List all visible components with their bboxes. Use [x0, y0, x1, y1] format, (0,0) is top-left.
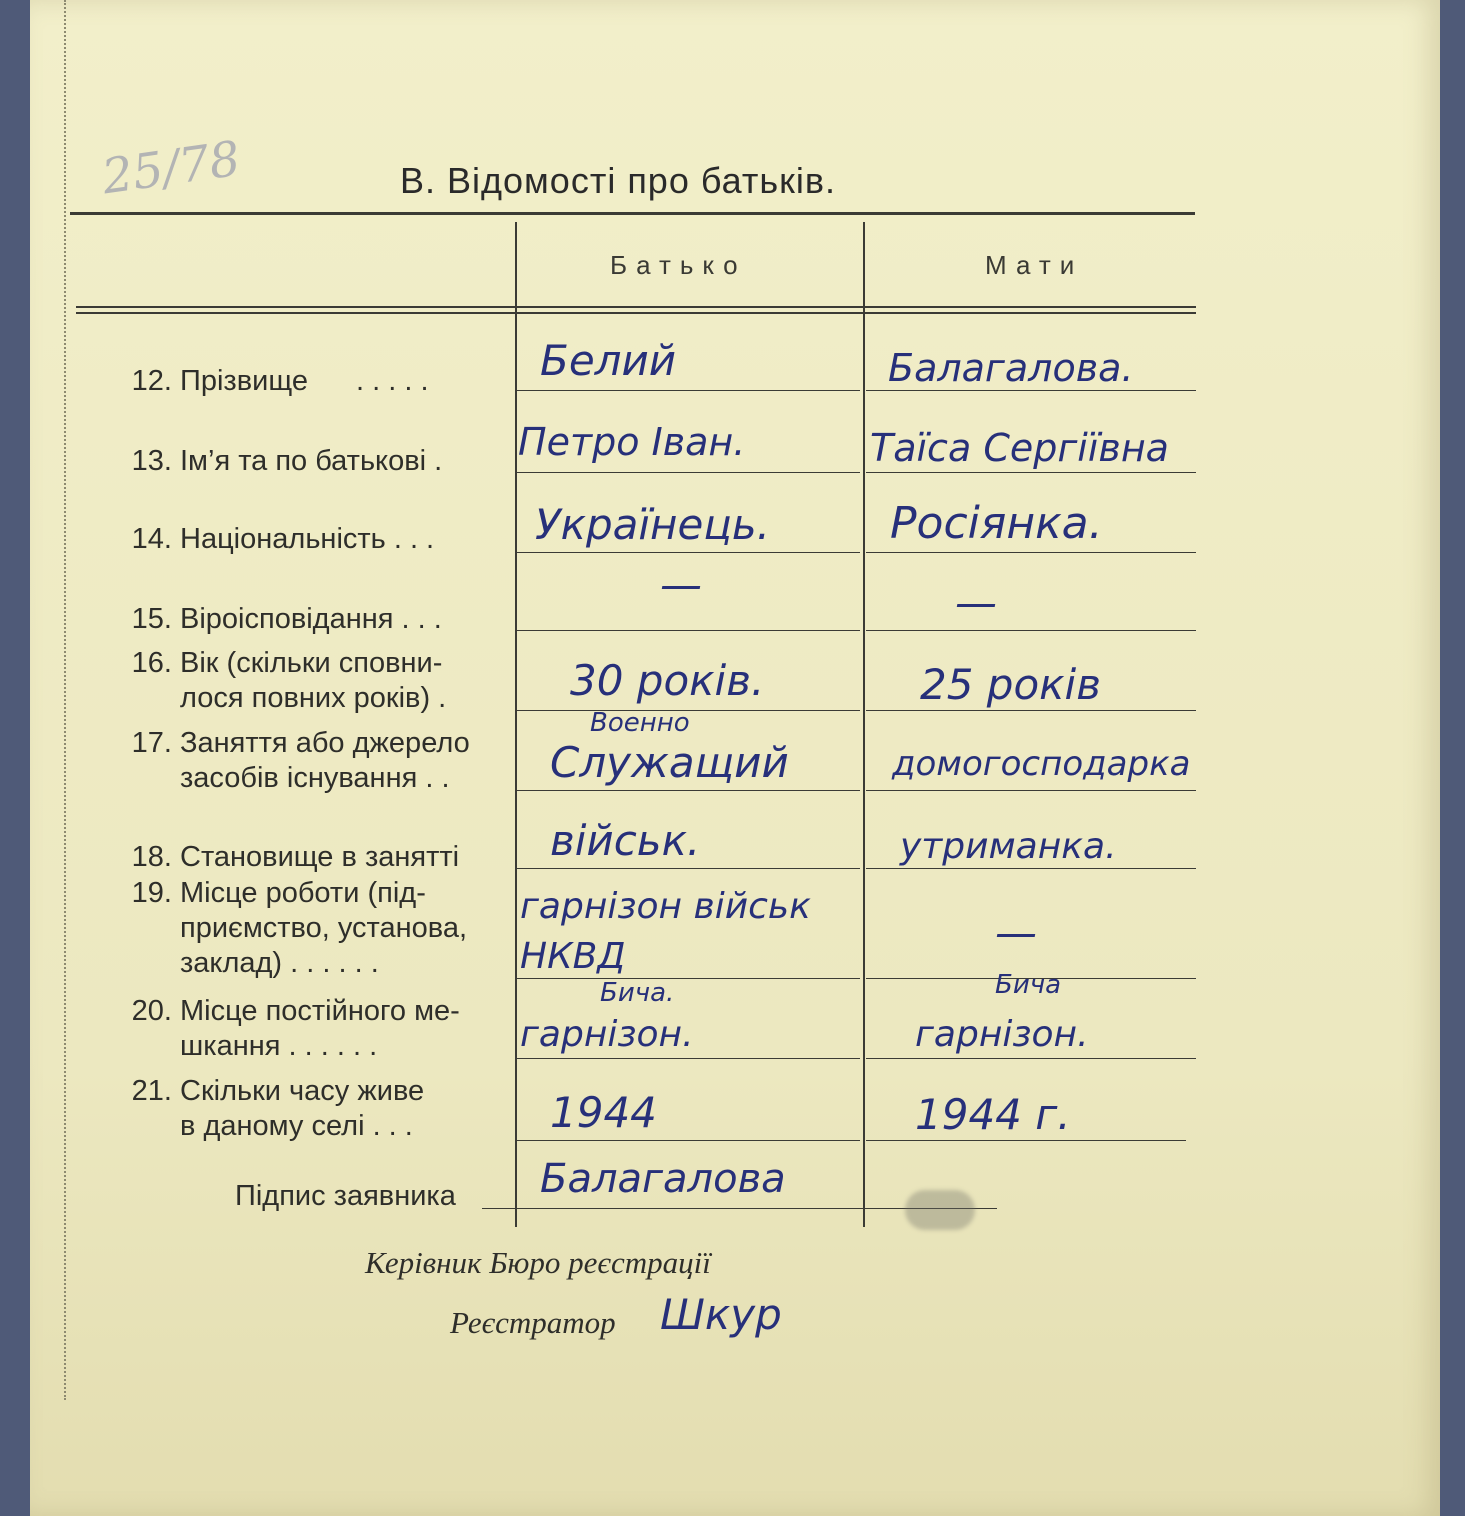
mother-position: утриманка.: [900, 826, 1117, 867]
line-13-f: [515, 472, 860, 473]
signature-label: Підпис заявника: [235, 1180, 456, 1212]
father-age: 30 років.: [570, 656, 765, 705]
row-label-19: 19. Місце роботи (під- приємство, установа, заклад) . . . . . .: [131, 877, 468, 979]
row-label-12: 12. Прізвище . . . . .: [131, 365, 429, 397]
line-15-f: [515, 630, 860, 631]
mother-age: 25 років: [920, 660, 1101, 709]
mother-name: Таїса Сергіївна: [870, 426, 1169, 470]
father-nationality: Українець.: [535, 500, 771, 549]
father-residence-note: Бича.: [600, 978, 675, 1008]
line-17-m: [866, 790, 1196, 791]
line-20-m: [866, 1058, 1196, 1059]
line-21-f: [515, 1140, 860, 1141]
father-workplace: гарнізон військ НКВД: [520, 886, 811, 977]
row-label-15: 15. Віроісповідання . . .: [131, 603, 442, 635]
line-16-m: [866, 710, 1196, 711]
row-label-17: 17. Заняття або джерело засобів існування . .: [131, 727, 470, 794]
corner-note: 25/78: [98, 130, 244, 206]
father-surname: Белий: [540, 336, 677, 385]
applicant-signature: Балагалова: [540, 1156, 786, 1202]
father-position: військ.: [550, 816, 701, 865]
mother-residence-time: 1944 г.: [915, 1090, 1071, 1139]
column-divider-mid: [863, 222, 865, 1227]
line-15-m: [866, 630, 1196, 631]
head-of-bureau-label: Керівник Бюро реєстрації: [365, 1245, 711, 1280]
mother-workplace: —: [995, 908, 1037, 957]
registrar-signature: Шкур: [660, 1290, 782, 1339]
perforated-edge: [64, 0, 74, 1400]
row-label-16: 16. Вік (скільки сповни- лося повних років) .: [131, 647, 447, 714]
mother-religion: —: [955, 578, 997, 627]
line-18-m: [866, 868, 1196, 869]
form-title: В. Відомості про батьків.: [400, 160, 836, 201]
column-head-mother: Мати: [985, 250, 1084, 280]
line-12-f: [515, 390, 860, 391]
line-14-m: [866, 552, 1196, 553]
column-head-father: Батько: [610, 250, 747, 280]
father-name: Петро Іван.: [518, 420, 746, 464]
line-18-f: [515, 868, 860, 869]
mother-surname: Балагалова.: [888, 346, 1134, 390]
line-17-f: [515, 790, 860, 791]
rule-top: [70, 212, 1195, 215]
father-residence: гарнізон.: [520, 1014, 694, 1055]
line-12-m: [866, 390, 1196, 391]
line-21-m: [866, 1140, 1186, 1141]
line-20-f: [515, 1058, 860, 1059]
mother-nationality: Росіянка.: [890, 498, 1103, 549]
row-label-13: 13. Ім’я та по батькові .: [131, 445, 443, 477]
row-label-20: 20. Місце постійного ме- шкання . . . . . .: [131, 995, 460, 1062]
row-label-14: 14. Національність . . .: [131, 523, 435, 555]
father-occupation-note: Военно: [590, 708, 690, 738]
line-13-m: [866, 472, 1196, 473]
rule-header-1: [76, 306, 1196, 308]
father-residence-time: 1944: [550, 1088, 657, 1137]
rule-header-2: [76, 312, 1196, 314]
father-occupation: Служащий: [550, 738, 789, 787]
row-label-21: 21. Скільки часу живе в даному селі . . .: [131, 1075, 425, 1142]
mother-residence-note: Бича: [995, 970, 1062, 1000]
registrar-label: Реєстратор: [450, 1305, 616, 1340]
mother-occupation: домогосподарка: [892, 744, 1191, 784]
father-religion: —: [660, 560, 702, 609]
row-label-18: 18. Становище в занятті: [131, 841, 460, 873]
document-page: [30, 0, 1440, 1516]
mother-residence: гарнізон.: [915, 1014, 1089, 1055]
line-14-f: [515, 552, 860, 553]
ink-smudge: [905, 1190, 975, 1230]
